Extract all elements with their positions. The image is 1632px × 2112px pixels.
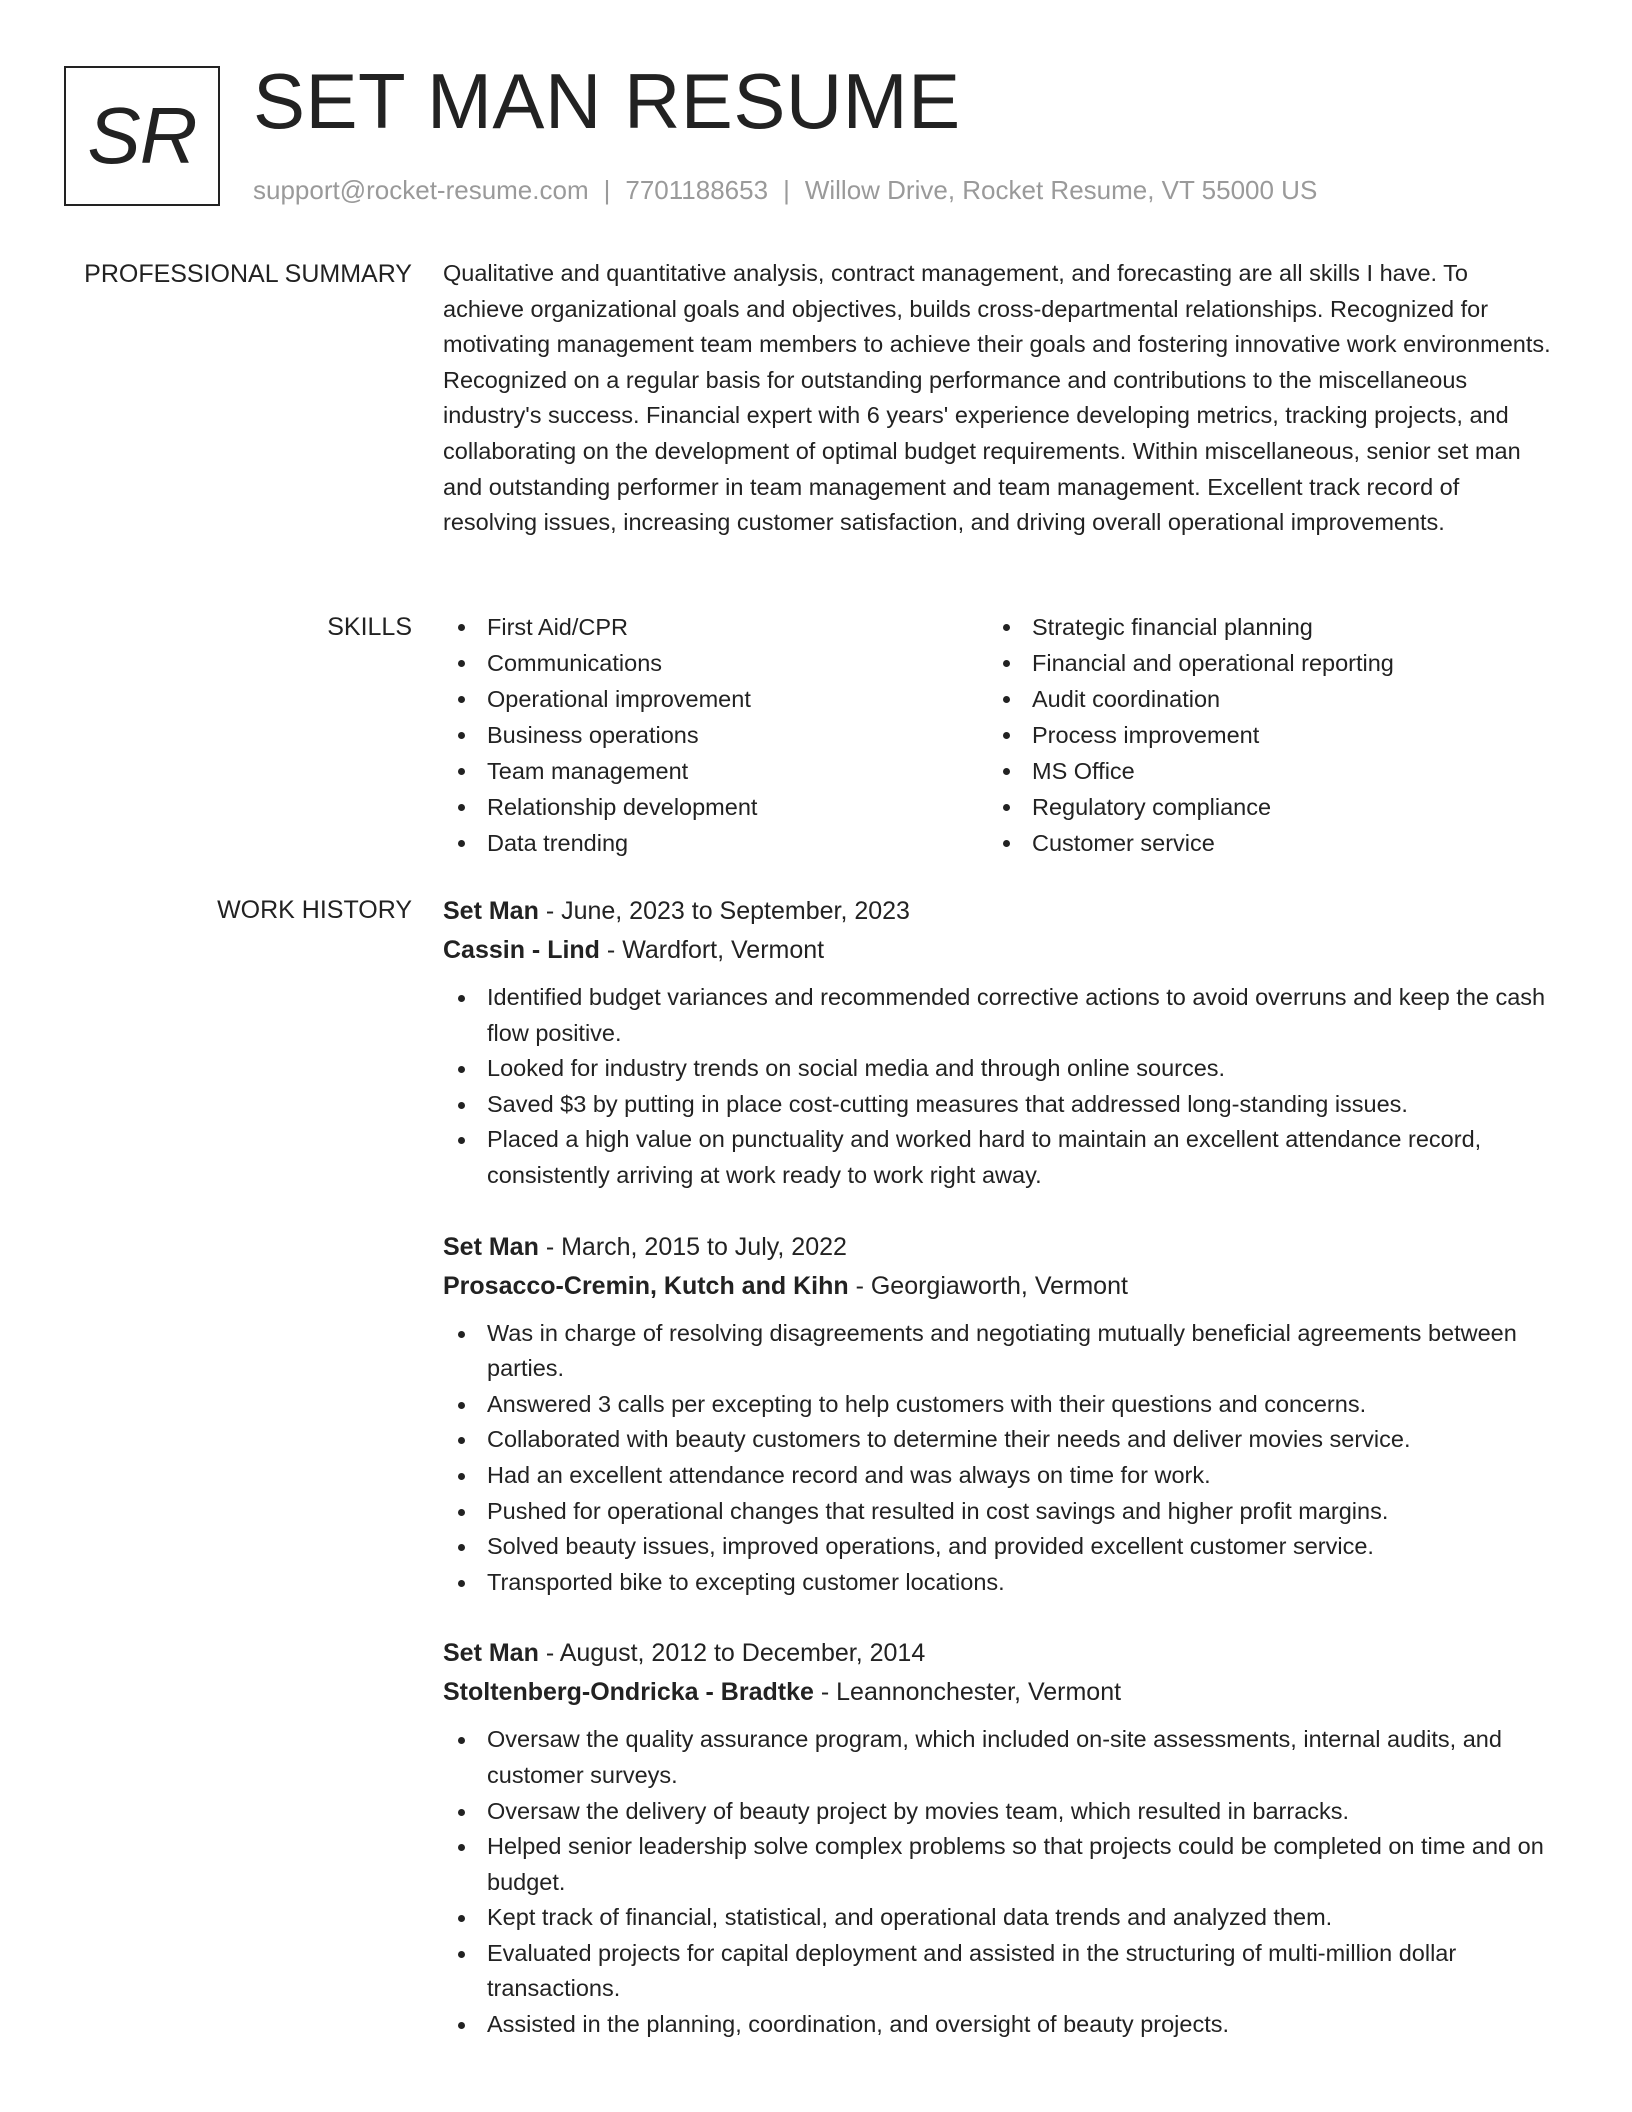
- job-title-line: [443, 1634, 1555, 1673]
- job-company-line: [443, 1267, 1555, 1306]
- job-bullet: Looked for industry trends on social media and through online sources.: [443, 1051, 1555, 1087]
- job-bullets: [443, 1722, 1555, 2042]
- job-location: - Wardfort, Vermont: [606, 936, 825, 964]
- job-bullet: Was in charge of resolving disagreements and negotiating mutually beneficial agreements between parties.: [443, 1316, 1555, 1387]
- job-dates: - August, 2012 to December, 2014: [545, 1639, 926, 1668]
- skill-item: MS Office: [988, 753, 1533, 789]
- job-company-line: [443, 1673, 1555, 1712]
- job-company: Cassin - Lind: [443, 936, 600, 964]
- job-title-line: [443, 892, 1555, 931]
- contact-email: support@rocket-resume.com: [253, 175, 589, 205]
- contact-line: [253, 172, 1317, 208]
- job-bullet: Transported bike to excepting customer locations.: [443, 1565, 1555, 1601]
- job-title: Set Man: [443, 897, 539, 925]
- skill-item: Regulatory compliance: [988, 789, 1533, 825]
- skills-label: SKILLS: [327, 613, 412, 641]
- job-bullet: Collaborated with beauty customers to determine their needs and deliver movies service.: [443, 1422, 1555, 1458]
- job-location: - Leannonchester, Vermont: [820, 1678, 1122, 1707]
- skill-item: Operational improvement: [443, 681, 988, 717]
- job-bullet: Answered 3 calls per excepting to help customers with their questions and concerns.: [443, 1387, 1555, 1423]
- job-bullet: Assisted in the planning, coordination, and oversight of beauty projects.: [443, 2007, 1555, 2043]
- skill-item: Process improvement: [988, 717, 1533, 753]
- summary-body: [443, 256, 1555, 541]
- skills-grid: [443, 609, 1555, 861]
- job-bullet: Helped senior leadership solve complex problems so that projects could be completed on time and on budget.: [443, 1829, 1555, 1900]
- job-bullets: [443, 980, 1555, 1194]
- skill-item: First Aid/CPR: [443, 609, 988, 645]
- job-bullet: Oversaw the quality assurance program, which included on-site assessments, internal audits, and customer surveys.: [443, 1722, 1555, 1793]
- summary-label: PROFESSIONAL SUMMARY: [84, 260, 412, 288]
- job-company-line: [443, 931, 1555, 970]
- work-history-body: [443, 892, 1555, 2077]
- job-bullet: Pushed for operational changes that resulted in cost savings and higher profit margins.: [443, 1494, 1555, 1530]
- job-title-line: [443, 1228, 1555, 1267]
- job-bullet: Identified budget variances and recommended corrective actions to avoid overruns and keep the cash flow positive.: [443, 980, 1555, 1051]
- job-bullet: Placed a high value on punctuality and worked hard to maintain an excellent attendance record, consistently arriving at work ready to work right away.: [443, 1122, 1555, 1193]
- skill-item: Business operations: [443, 717, 988, 753]
- job-location: - Georgiaworth, Vermont: [855, 1271, 1128, 1300]
- skills-list-left: [443, 609, 988, 861]
- skill-item: Customer service: [988, 825, 1533, 861]
- skill-item: Data trending: [443, 825, 988, 861]
- contact-address: Willow Drive, Rocket Resume, VT 55000 US: [804, 175, 1318, 205]
- job-company: Stoltenberg-Ondricka - Bradtke: [443, 1678, 814, 1707]
- monogram-logo: SR: [64, 66, 220, 206]
- job-bullet: Oversaw the delivery of beauty project by movies team, which resulted in barracks.: [443, 1794, 1555, 1830]
- job-company: Prosacco-Cremin, Kutch and Kihn: [443, 1271, 849, 1300]
- contact-separator: |: [603, 175, 611, 205]
- job-entry: [443, 1634, 1555, 2042]
- job-title: Set Man: [443, 1639, 539, 1668]
- work-history-label: WORK HISTORY: [217, 896, 412, 924]
- job-dates: - June, 2023 to September, 2023: [545, 897, 910, 925]
- job-entry: [443, 892, 1555, 1194]
- skill-item: Financial and operational reporting: [988, 645, 1533, 681]
- job-bullet: Kept track of financial, statistical, and operational data trends and analyzed them.: [443, 1900, 1555, 1936]
- resume-name: SET MAN RESUME: [253, 57, 961, 145]
- job-bullet: Solved beauty issues, improved operations, and provided excellent customer service.: [443, 1529, 1555, 1565]
- skill-item: Strategic financial planning: [988, 609, 1533, 645]
- skills-body: [443, 609, 1555, 861]
- job-bullet: Evaluated projects for capital deployment and assisted in the structuring of multi-million dollar transactions.: [443, 1936, 1555, 2007]
- job-bullet: Saved $3 by putting in place cost-cutting measures that addressed long-standing issues.: [443, 1087, 1555, 1123]
- contact-phone: 7701188653: [625, 175, 769, 205]
- job-title: Set Man: [443, 1232, 539, 1261]
- skill-item: Communications: [443, 645, 988, 681]
- summary-text: Qualitative and quantitative analysis, contract management, and forecasting are all skills I have. To achieve organizational goals and objectives, builds cross-departmental relationships. Recognized for motivating management team members to achieve their goals and fostering innovative work environments. Recognized on a regular basis for outstanding performance and contributions to the miscellaneous industry's success. Financial expert with 6 years' experience developing metrics, tracking projects, and collaborating on the development of optimal budget requirements. Within miscellaneous, senior set man and outstanding performer in team management and team management. Excellent track record of resolving issues, increasing customer satisfaction, and driving overall operational improvements.: [443, 260, 1551, 536]
- skill-item: Audit coordination: [988, 681, 1533, 717]
- job-bullet: Had an excellent attendance record and was always on time for work.: [443, 1458, 1555, 1494]
- job-bullets: [443, 1316, 1555, 1601]
- job-entry: [443, 1228, 1555, 1601]
- skill-item: Relationship development: [443, 789, 988, 825]
- job-dates: - March, 2015 to July, 2022: [545, 1232, 847, 1261]
- contact-separator: |: [783, 175, 790, 205]
- skills-list-right: [988, 609, 1533, 861]
- skill-item: Team management: [443, 753, 988, 789]
